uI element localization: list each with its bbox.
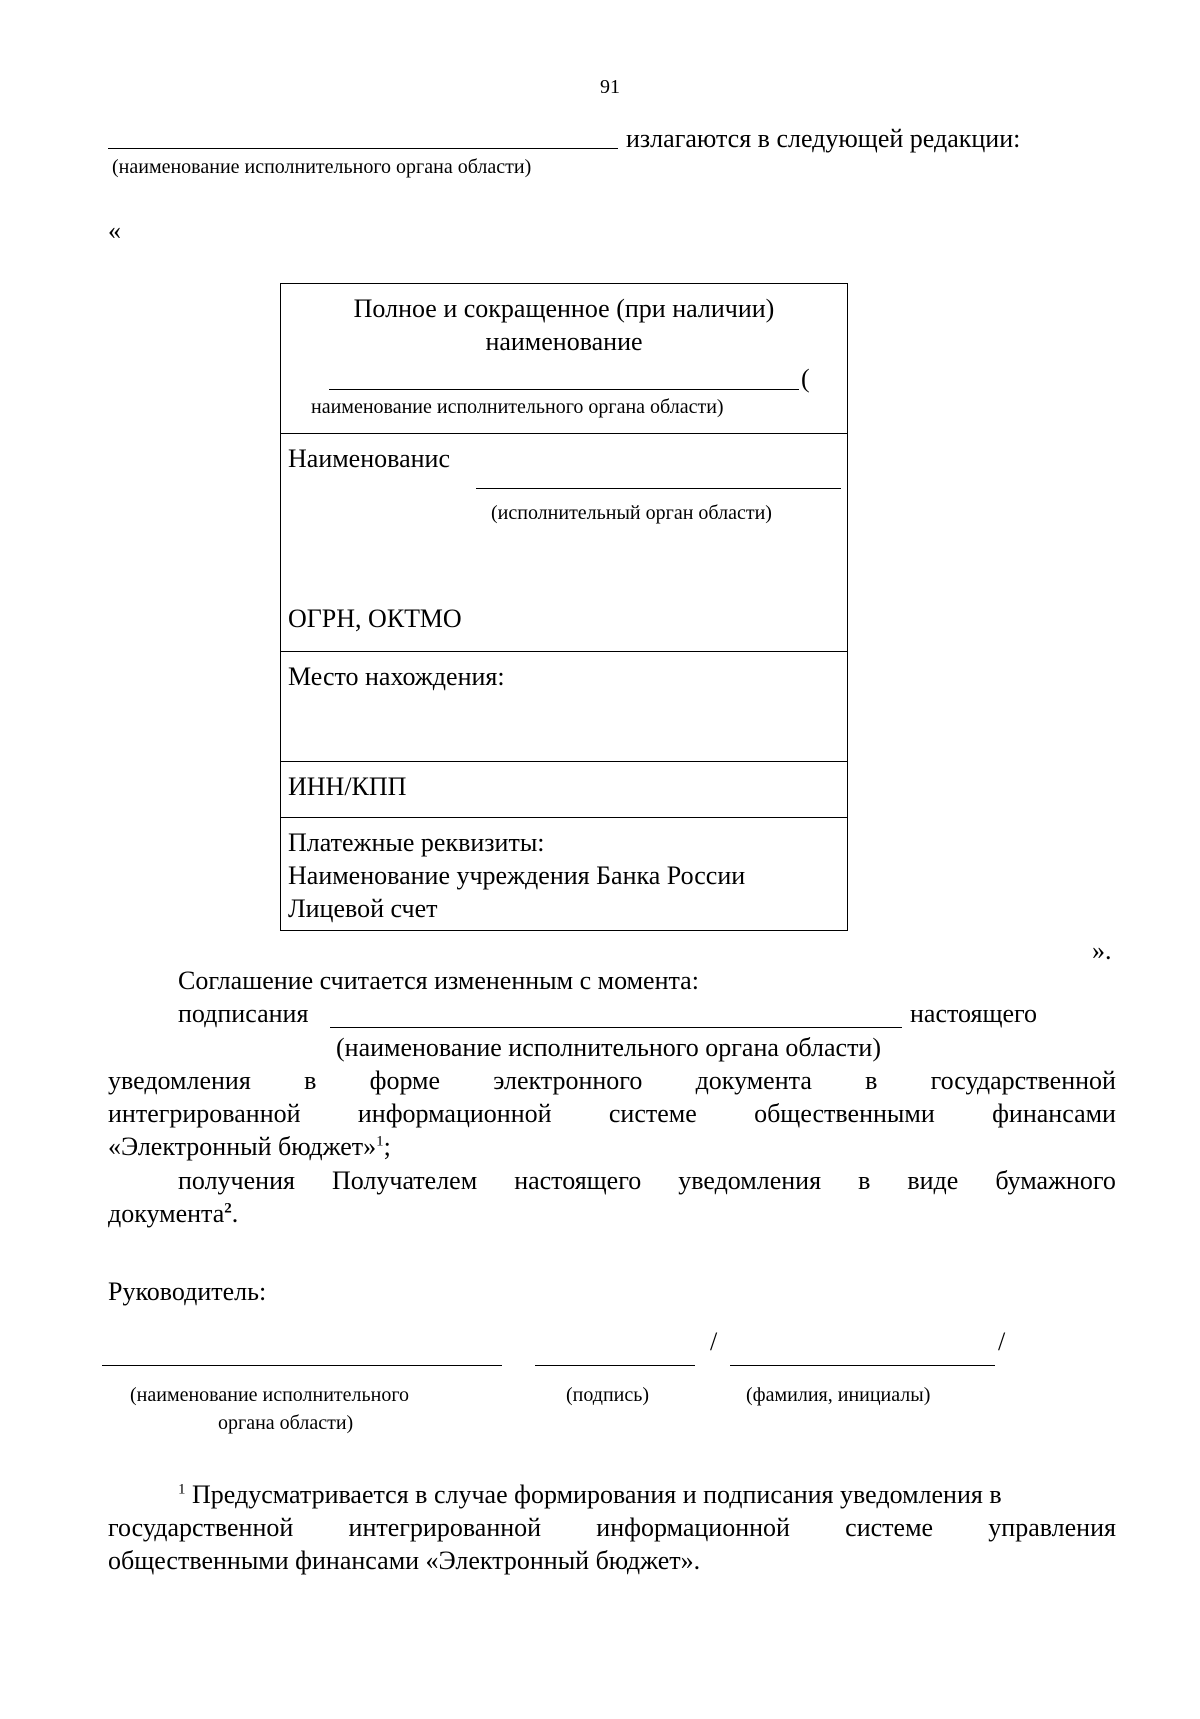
footnote-line3: общественными финансами «Электронный бюджет». (108, 1546, 701, 1575)
word: системе (845, 1513, 934, 1542)
table-header-paren: ( (801, 364, 810, 393)
signing-suffix: настоящего (910, 999, 1038, 1028)
word: информационной (357, 1099, 552, 1128)
footnote-line2 (108, 1513, 1116, 1543)
word: государственной (930, 1066, 1116, 1095)
caption-org-line2: органа области) (218, 1412, 354, 1434)
word: в (865, 1066, 878, 1095)
account-label: Лицевой счет (288, 894, 438, 923)
word: уведомления (108, 1066, 251, 1095)
word: документа (695, 1066, 812, 1095)
footnote-text-1: Предусматривается в случае формирования и подписания уведомления в (192, 1480, 1002, 1509)
word: в (304, 1066, 317, 1095)
period: . (231, 1199, 239, 1228)
signing-blank-line (330, 1027, 902, 1028)
requisites-table (280, 283, 848, 931)
footnote-ref-1: 1 (376, 1133, 384, 1150)
word: финансами (992, 1099, 1116, 1128)
caption-org-line1: (наименование исполнительного (130, 1384, 410, 1406)
inn-label: ИНН/КПП (288, 772, 407, 801)
signature-slash-1: / (710, 1327, 718, 1356)
word: получения (178, 1166, 295, 1195)
caption-name: (фамилия, инициалы) (746, 1384, 931, 1406)
table-location-row (281, 652, 847, 762)
table-header-line2: наименование (485, 327, 643, 356)
org-signature-line (102, 1365, 502, 1366)
sign-line (535, 1365, 695, 1366)
footnote-line1 (178, 1480, 1116, 1510)
document-text: документа (108, 1199, 225, 1228)
name-blank-line (476, 488, 841, 489)
word: интегрированной (108, 1099, 301, 1128)
word: в (858, 1166, 871, 1195)
intro-blank-line (108, 148, 618, 149)
signature-title: Руководитель: (108, 1277, 267, 1306)
signing-prefix: подписания (178, 999, 309, 1028)
agreement-line3 (108, 1066, 1116, 1096)
agreement-line4 (108, 1099, 1116, 1129)
name-caption: (исполнительный орган области) (491, 502, 772, 524)
word: форме (369, 1066, 441, 1095)
word: виде (907, 1166, 959, 1195)
signing-caption: (наименование исполнительного органа области) (336, 1033, 881, 1062)
table-header-blank-line (329, 389, 799, 390)
signature-slash-2: / (998, 1327, 1006, 1356)
caption-sign: (подпись) (566, 1384, 650, 1406)
payment-label: Платежные реквизиты: (288, 828, 545, 857)
table-payment-row (281, 818, 847, 930)
word: настоящего (514, 1166, 642, 1195)
agreement-line6 (178, 1166, 1116, 1196)
word: государственной (108, 1513, 294, 1542)
close-quote: ». (1092, 936, 1112, 965)
agreement-line7 (108, 1199, 238, 1229)
word: интегрированной (348, 1513, 542, 1542)
word: электронного (493, 1066, 643, 1095)
word: управления (988, 1513, 1116, 1542)
word: общественными (754, 1099, 935, 1128)
name-label: Наименованис (288, 444, 450, 473)
bank-label: Наименование учреждения Банка России (288, 861, 746, 890)
footnote-marker: 1 (178, 1481, 186, 1498)
electronic-budget-text: «Электронный бюджет» (108, 1132, 377, 1161)
table-header-caption: наименование исполнительного органа области) (311, 396, 724, 418)
table-inn-row (281, 762, 847, 818)
intro-text: излагаются в следующей редакции: (626, 124, 1021, 153)
word: системе (608, 1099, 697, 1128)
location-label: Место нахождения: (288, 662, 505, 691)
word: Получателем (331, 1166, 478, 1195)
agreement-line1: Соглашение считается измененным с момента: (178, 966, 699, 995)
table-header-line1: Полное и сокращенное (при наличии) (353, 294, 775, 323)
open-quote: « (108, 216, 121, 245)
word: бумажного (995, 1166, 1116, 1195)
agreement-line5 (108, 1132, 391, 1162)
ogrn-label: ОГРН, ОКТМО (288, 604, 462, 633)
word: информационной (596, 1513, 790, 1542)
table-name-row (281, 434, 847, 652)
footnote-ref-2: 2 (224, 1200, 232, 1217)
intro-caption: (наименование исполнительного органа области) (112, 156, 532, 178)
table-header-row (281, 284, 847, 434)
name-line (730, 1365, 995, 1366)
page-number: 91 (600, 76, 620, 98)
semicolon: ; (383, 1132, 391, 1161)
word: уведомления (678, 1166, 822, 1195)
